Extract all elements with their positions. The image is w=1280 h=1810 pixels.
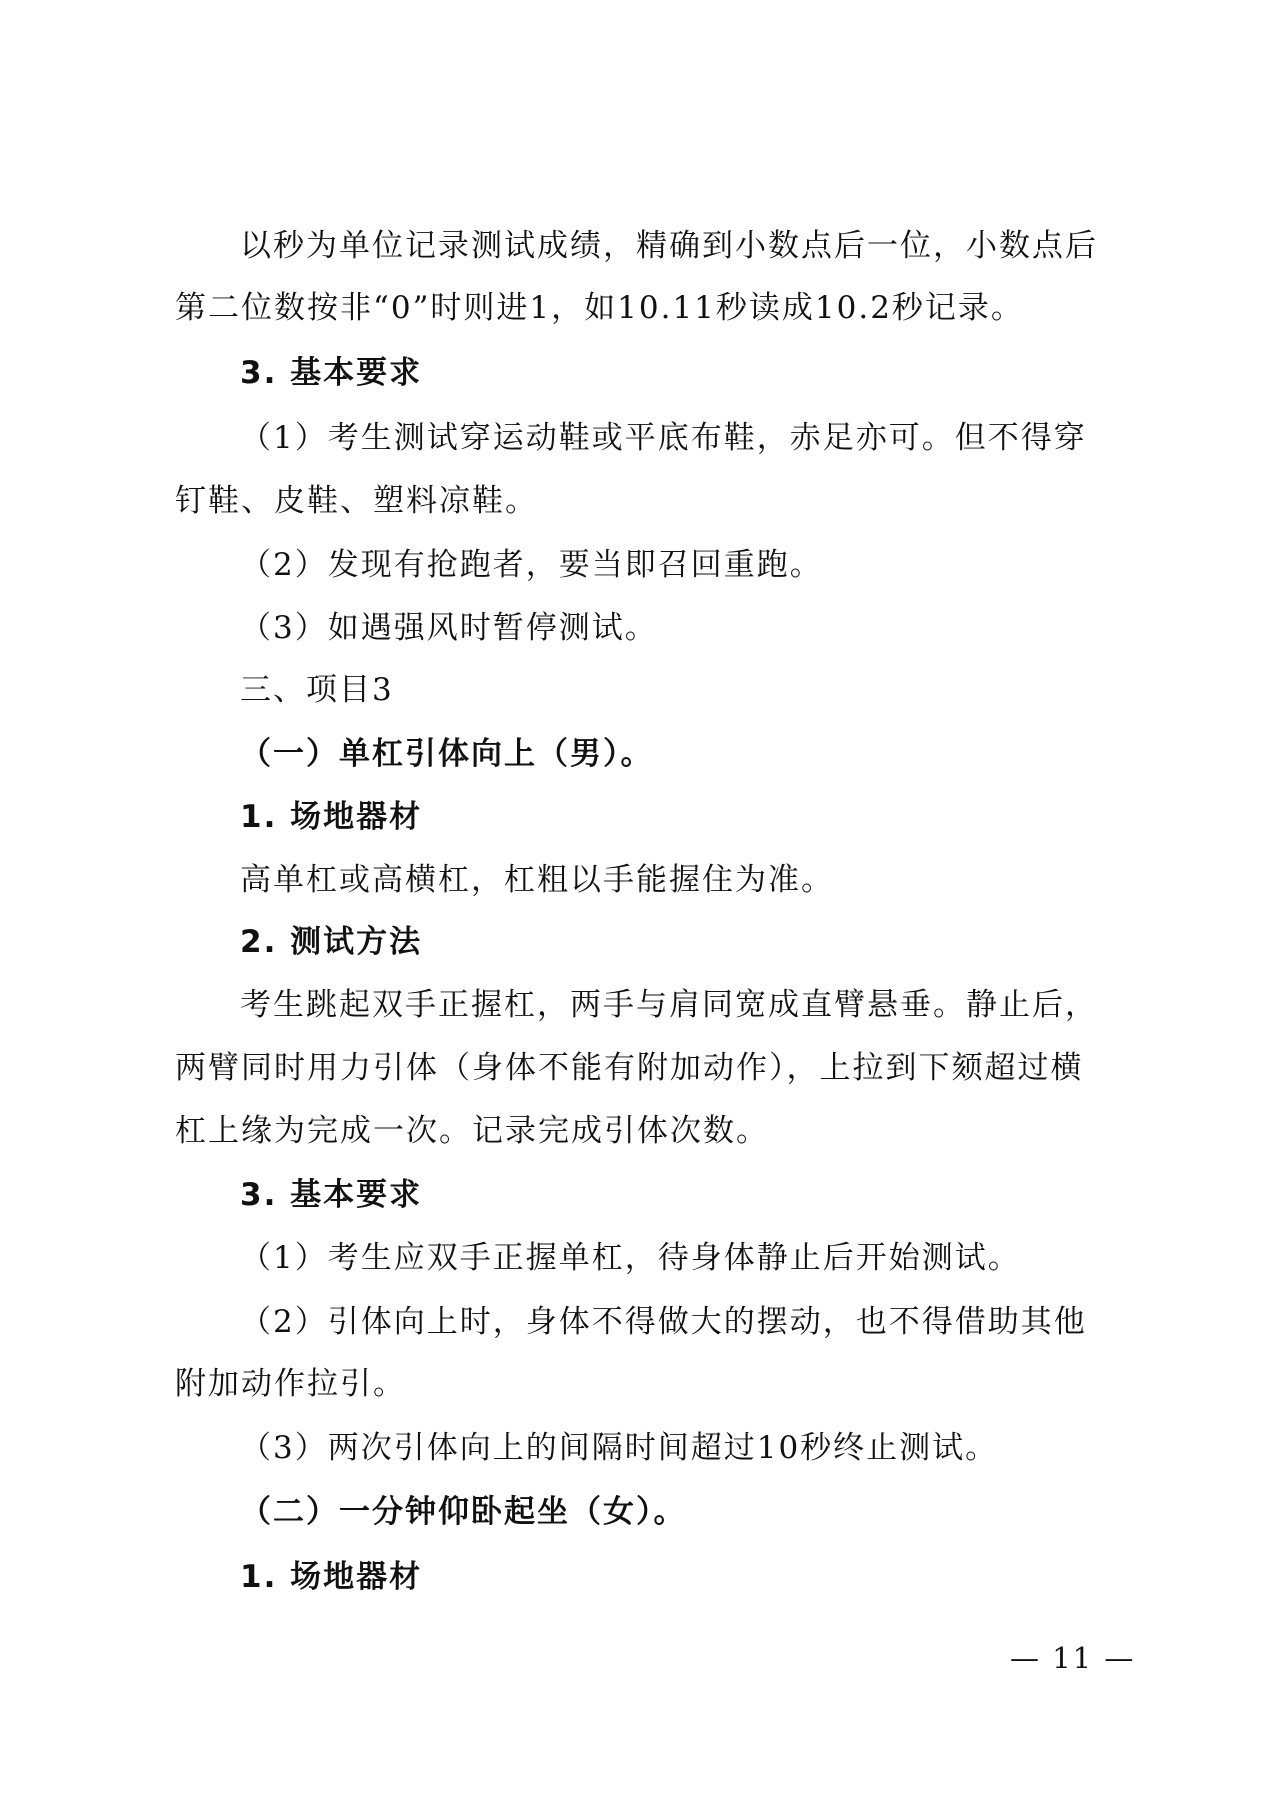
section-heading: 3. 基本要求 (240, 1177, 423, 1213)
paragraph-line: 杠上缘为完成一次。记录完成引体次数。 (175, 1113, 769, 1149)
subsection-heading: （二）一分钟仰卧起坐（女）。 (240, 1494, 687, 1530)
section-heading: 1. 场地器材 (240, 799, 423, 835)
subsection-heading: （一）单杠引体向上（男）。 (240, 736, 654, 772)
section-heading: 3. 基本要求 (240, 355, 423, 391)
page-number: — 11 — (1010, 1641, 1136, 1675)
paragraph-line: （3）如遇强风时暂停测试。 (240, 610, 658, 646)
paragraph-line: （2）引体向上时，身体不得做大的摆动，也不得借助其他 (240, 1304, 1087, 1340)
paragraph-line: 以秒为单位记录测试成绩，精确到小数点后一位，小数点后 (240, 228, 1098, 264)
paragraph-line: 附加动作拉引。 (175, 1366, 406, 1402)
chapter-heading: 三、项目3 (240, 672, 394, 708)
section-heading: 1. 场地器材 (240, 1559, 423, 1595)
paragraph-line: 高单杠或高横杠，杠粗以手能握住为准。 (240, 862, 834, 898)
section-heading: 2. 测试方法 (240, 924, 423, 960)
paragraph-line: 第二位数按非“0”时则进1，如10.11秒读成10.2秒记录。 (175, 290, 1024, 326)
paragraph-line: 钉鞋、皮鞋、塑料凉鞋。 (175, 483, 538, 519)
paragraph-line: （1）考生应双手正握单杠，待身体静止后开始测试。 (240, 1240, 1021, 1276)
paragraph-line: （1）考生测试穿运动鞋或平底布鞋，赤足亦可。但不得穿 (240, 420, 1087, 456)
paragraph-line: （3）两次引体向上的间隔时间超过10秒终止测试。 (240, 1430, 999, 1466)
paragraph-line: 两臂同时用力引体（身体不能有附加动作），上拉到下颏超过横 (175, 1050, 1084, 1086)
paragraph-line: 考生跳起双手正握杠，两手与肩同宽成直臂悬垂。静止后， (240, 987, 1098, 1023)
paragraph-line: （2）发现有抢跑者，要当即召回重跑。 (240, 547, 823, 583)
